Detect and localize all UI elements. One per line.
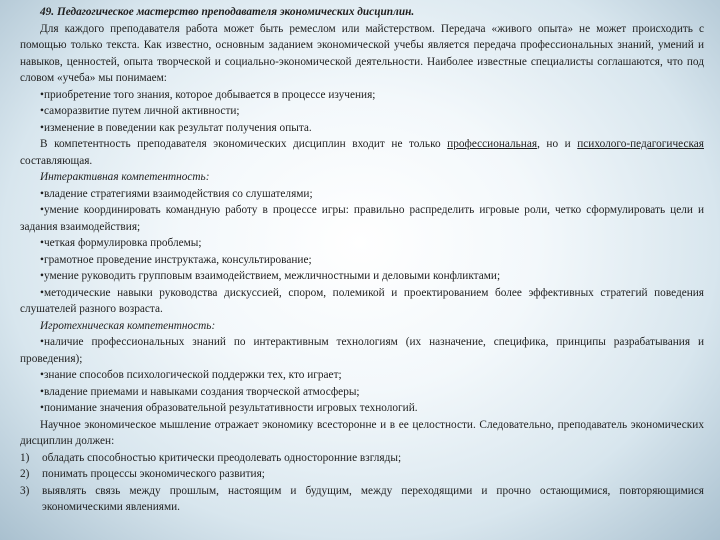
list-item: •грамотное проведение инструктажа, консультирование; <box>40 253 312 266</box>
item-number: 2) <box>20 468 30 480</box>
numbered-item <box>20 466 704 483</box>
list-item: •знание способов психологической поддержки тех, кто играет; <box>40 369 342 381</box>
list-item: •методические навыки руководства дискуссией, спором, полемикой и проектированием более эффективных стратегий поведения слушателей разного возраста. <box>20 286 704 315</box>
section-heading <box>20 169 704 186</box>
list-item: •саморазвитие путем личной активности; <box>40 105 240 117</box>
list-item: •изменение в поведении как результат получения опыта. <box>40 121 312 134</box>
page-title: 49. Педагогическое мастерство преподавателя экономических дисциплин. <box>40 6 415 18</box>
item-text: понимать процессы экономического развития; <box>42 468 265 480</box>
item-text: обладать способностью критически преодолевать односторонние взгляды; <box>42 451 402 464</box>
item-number: 3) <box>20 484 30 497</box>
list-item: •умение координировать командную работу в процессе игры: правильно распределить игровые роли, четко сформулировать цели и задания взаимодействия; <box>20 204 704 233</box>
numbered-item <box>20 450 704 467</box>
list-item: •умение руководить групповым взаимодействием, межличностными и деловыми конфликтами; <box>40 270 501 282</box>
section-heading <box>20 318 704 335</box>
list-item: •четкая формулировка проблемы; <box>40 237 202 249</box>
list-item: •владение стратегиями взаимодействия со слушателями; <box>40 187 313 200</box>
competence-text: , но и <box>537 138 578 150</box>
list-item: •владение приемами и навыками создания творческой атмосферы; <box>40 385 360 398</box>
competence-text: составляющая. <box>20 154 93 167</box>
game-tech-heading: Игротехническая компетентность: <box>40 319 216 332</box>
underlined-term: психолого-педагогическая <box>577 138 704 150</box>
numbered-item <box>20 483 704 516</box>
document-page <box>20 4 704 516</box>
competence-text: В компетентность преподавателя экономических дисциплин входит не только <box>40 138 448 150</box>
list-item: •приобретение того знания, которое добывается в процессе изучения; <box>40 88 376 101</box>
underlined-term: профессиональная <box>447 138 538 150</box>
competence-paragraph <box>20 136 704 169</box>
list-item: •понимание значения образовательной результативности игровых технологий. <box>40 402 418 414</box>
list-item: •наличие профессиональных знаний по интерактивным технологиям (их назначение, специфика, принципы разрабатывания и проведения); <box>20 336 704 365</box>
interactive-heading: Интерактивная компетентность: <box>40 171 210 183</box>
conclusion-paragraph: Научное экономическое мышление отражает экономику всесторонне и в ее целостности. Следовательно, преподаватель экономических дисциплин должен: <box>20 418 704 447</box>
intro-paragraph: Для каждого преподавателя работа может быть ремеслом или майстерством. Передача «живого опыта» не может происходить с помощью только текста. Как известно, основным заданием экономической учебы является передача профессиональных знаний, умений и навыков, ценностей, опыта творческой и социально-экономической деятельности. Наиболее известные специалисты соглашаются, что под словом «учеба» мы понимаем: <box>20 22 704 84</box>
item-text: выявлять связь между прошлым, настоящим и будущим, между переходящими и прочно остающимися, повторяющимися экономическими явлениями. <box>42 484 704 513</box>
item-number: 1) <box>20 451 30 464</box>
